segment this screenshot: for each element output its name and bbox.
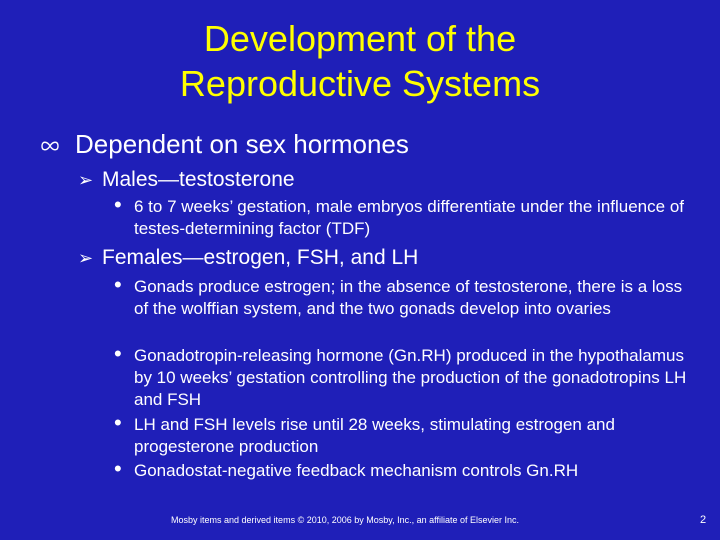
- females-point-4-text: Gonadostat-negative feedback mechanism controls Gn.RH: [134, 461, 579, 480]
- title-line-1: Development of the: [203, 18, 517, 59]
- page-number: 2: [700, 514, 707, 526]
- dot-bullet-icon: •: [114, 341, 122, 366]
- main-bullet-text: Dependent on sex hormones: [75, 129, 409, 159]
- dot-bullet-icon: •: [114, 272, 122, 297]
- lemniscate-bullet-icon: [40, 140, 60, 152]
- arrow-bullet-icon: ➢: [78, 248, 94, 268]
- males-heading-text: Males—testosterone: [102, 168, 295, 191]
- title-line-2: Reproductive Systems: [179, 63, 541, 104]
- dot-bullet-icon: •: [114, 410, 122, 435]
- females-point-1-text: Gonads produce estrogen; in the absence of testosterone, there is a loss of the wolffian system, and the two gonads develop into ovaries: [134, 277, 683, 318]
- dot-bullet-icon: •: [114, 456, 122, 481]
- dot-bullet-icon: •: [114, 192, 122, 217]
- males-point-1-text: 6 to 7 weeks’ gestation, male embryos differentiate under the influence of testes-determining factor (TDF): [134, 197, 684, 238]
- copyright-footer: Mosby items and derived items © 2010, 2006 by Mosby, Inc., an affiliate of Elsevier Inc.: [171, 515, 519, 525]
- slide-title: [0, 16, 720, 106]
- females-heading-text: Females—estrogen, FSH, and LH: [102, 246, 419, 269]
- females-point-3-text: LH and FSH levels rise until 28 weeks, stimulating estrogen and progesterone production: [134, 415, 615, 456]
- females-point-2-text: Gonadotropin-releasing hormone (Gn.RH) produced in the hypothalamus by 10 weeks’ gestation controlling the production of the gonadotropins LH and FSH: [134, 346, 687, 409]
- arrow-bullet-icon: ➢: [78, 170, 94, 190]
